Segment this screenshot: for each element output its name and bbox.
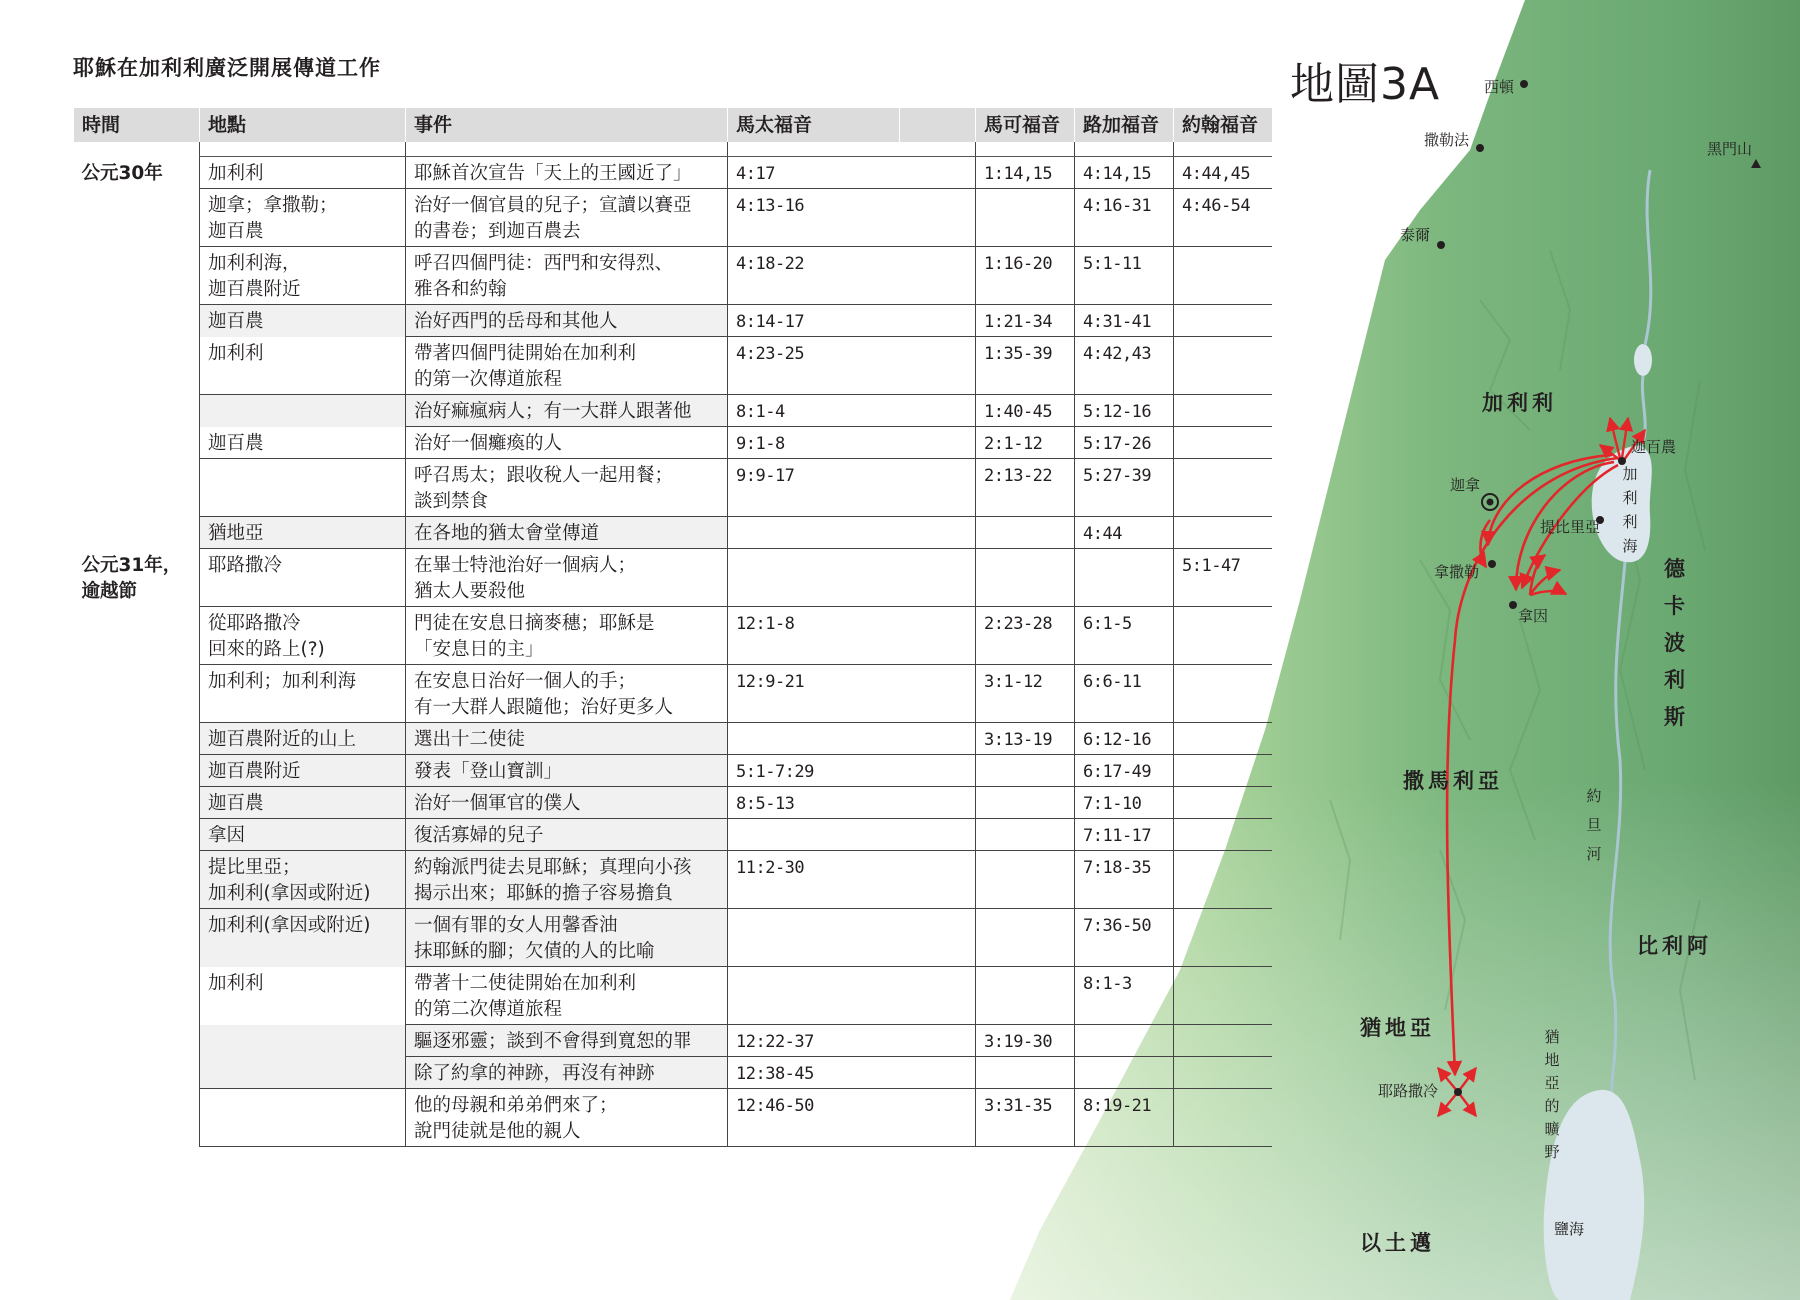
table-header xyxy=(74,108,1272,142)
cell-mark: 1:21-34 xyxy=(976,305,1075,337)
cell-john xyxy=(1174,909,1272,967)
cell-mark xyxy=(976,189,1075,247)
spacer-cell xyxy=(900,459,976,517)
cell-location: 猶地亞 xyxy=(200,517,406,549)
wilderness-of-judea-label: 猶地亞的曠野 xyxy=(1544,1028,1560,1161)
cell-date xyxy=(74,723,200,755)
cell-event: 復活寡婦的兒子 xyxy=(406,819,728,851)
table-row xyxy=(74,967,1272,1025)
spacer-cell xyxy=(900,247,976,305)
cell-event: 呼召四個門徒：西門和安得烈、 雅各和約翰 xyxy=(406,247,728,305)
cell-john xyxy=(1174,755,1272,787)
cell-matthew: 8:1-4 xyxy=(728,395,900,427)
cell-date xyxy=(74,819,200,851)
place-nain: 拿因 xyxy=(1518,607,1549,625)
place-tyre: 泰爾 xyxy=(1400,226,1431,244)
region-samaria: 撒馬利亞 xyxy=(1403,769,1503,793)
table-body xyxy=(74,142,1272,1147)
jordan-river-label: 約旦河 xyxy=(1586,787,1602,863)
cell-location xyxy=(200,1089,406,1147)
place-cana: 迦拿 xyxy=(1450,476,1481,494)
cell-john xyxy=(1174,665,1272,723)
cell-matthew xyxy=(728,549,900,607)
cell-event: 治好西門的岳母和其他人 xyxy=(406,305,728,337)
cell-luke: 5:27-39 xyxy=(1075,459,1174,517)
cell-mark: 1:40-45 xyxy=(976,395,1075,427)
spacer-cell xyxy=(900,337,976,395)
cell-date xyxy=(74,787,200,819)
cell-date xyxy=(74,909,200,967)
cell-mark xyxy=(976,755,1075,787)
cell-event: 約翰派門徒去見耶穌；真理向小孩 揭示出來；耶穌的擔子容易擔負 xyxy=(406,851,728,909)
place-sidon: 西頓 xyxy=(1484,78,1515,96)
table-row xyxy=(74,665,1272,723)
table-row xyxy=(74,1089,1272,1147)
cell-date: 公元30年 xyxy=(81,162,163,184)
cell-event: 治好痲瘋病人；有一大群人跟著他 xyxy=(406,395,728,427)
cell-matthew: 12:22-37 xyxy=(728,1025,900,1057)
cell-matthew: 8:5-13 xyxy=(728,787,900,819)
cell-location: 加利利海， 迦百農附近 xyxy=(200,247,406,305)
spacer-cell xyxy=(900,305,976,337)
cell-event: 發表「登山寶訓」 xyxy=(406,755,728,787)
table-row xyxy=(74,549,1272,607)
cell-mark: 2:1-12 xyxy=(976,427,1075,459)
cell-mark xyxy=(976,517,1075,549)
table-row xyxy=(74,787,1272,819)
table-row xyxy=(74,305,1272,337)
cell-matthew: 12:9-21 xyxy=(728,665,900,723)
table-row xyxy=(74,851,1272,909)
cell-luke: 6:6-11 xyxy=(1075,665,1174,723)
cell-mark: 3:1-12 xyxy=(976,665,1075,723)
cell-john xyxy=(1174,1025,1272,1057)
cell-date xyxy=(74,1057,200,1089)
cell-location: 迦拿；拿撒勒； 迦百農 xyxy=(200,189,406,247)
table-row xyxy=(74,459,1272,517)
cell-john xyxy=(1174,427,1272,459)
cell-luke: 6:17-49 xyxy=(1075,755,1174,787)
cell-mark: 2:23-28 xyxy=(976,607,1075,665)
cell-matthew: 12:46-50 xyxy=(728,1089,900,1147)
region-galilee: 加利利 xyxy=(1482,391,1557,415)
column-header-location: 地點 xyxy=(200,108,406,142)
cell-event: 帶著四個門徒開始在加利利 的第一次傳道旅程 xyxy=(406,337,728,395)
cell-mark xyxy=(976,787,1075,819)
cell-matthew: 12:38-45 xyxy=(728,1057,900,1089)
cell-matthew: 11:2-30 xyxy=(728,851,900,909)
page-title: 耶穌在加利利廣泛開展傳道工作 xyxy=(73,56,381,80)
cell-john xyxy=(1174,395,1272,427)
spacer-cell xyxy=(900,787,976,819)
cell-mark: 2:13-22 xyxy=(976,459,1075,517)
place-nazareth: 拿撒勒 xyxy=(1434,563,1480,581)
cell-date xyxy=(74,189,200,247)
cell-john xyxy=(1174,819,1272,851)
cell-location: 迦百農附近的山上 xyxy=(200,723,406,755)
cell-john: 4:44,45 xyxy=(1174,157,1272,189)
place-capernaum: 迦百農 xyxy=(1631,438,1677,456)
place-jerusalem: 耶路撒冷 xyxy=(1378,1082,1439,1100)
table-row xyxy=(74,819,1272,851)
cell-event: 呼召馬太；跟收稅人一起用餐； 談到禁食 xyxy=(406,459,728,517)
cell-luke xyxy=(1075,1057,1174,1089)
table-row xyxy=(74,723,1272,755)
cell-date xyxy=(74,755,200,787)
cell-luke xyxy=(1075,1025,1174,1057)
spacer-cell xyxy=(900,549,976,607)
table-row xyxy=(74,1025,1272,1057)
region-decapolis: 德卡波利斯 xyxy=(1664,557,1689,729)
salt-sea-label: 鹽海 xyxy=(1554,1220,1585,1238)
cell-mark xyxy=(976,819,1075,851)
cell-location xyxy=(200,395,406,427)
cell-luke: 5:17-26 xyxy=(1075,427,1174,459)
cell-matthew: 5:1-7:29 xyxy=(728,755,900,787)
place-zarephath: 撒勒法 xyxy=(1424,131,1470,149)
spacer-cell xyxy=(900,157,976,189)
cell-matthew: 9:1-8 xyxy=(728,427,900,459)
cell-luke: 4:42,43 xyxy=(1075,337,1174,395)
cell-mark xyxy=(976,851,1075,909)
cell-location: 拿因 xyxy=(200,819,406,851)
cell-date xyxy=(74,395,200,427)
cell-john xyxy=(1174,723,1272,755)
spacer-cell xyxy=(900,1089,976,1147)
cell-date xyxy=(74,967,200,1025)
cell-event: 在畢士特池治好一個病人； 猶太人要殺他 xyxy=(406,549,728,607)
cell-luke xyxy=(1075,549,1174,607)
cell-location: 從耶路撒冷 回來的路上(?) xyxy=(200,607,406,665)
table-row xyxy=(74,157,1272,189)
cell-matthew xyxy=(728,967,900,1025)
map-title: 地圖3A xyxy=(1290,59,1441,110)
place-mount-hermon: 黑門山 xyxy=(1707,140,1753,158)
cell-location: 迦百農 xyxy=(200,305,406,337)
cell-john xyxy=(1174,851,1272,909)
table-row xyxy=(74,1057,1272,1089)
cell-mark: 3:19-30 xyxy=(976,1025,1075,1057)
cell-john xyxy=(1174,305,1272,337)
column-header-event: 事件 xyxy=(406,108,728,142)
table-row xyxy=(74,909,1272,967)
cell-location xyxy=(200,1025,406,1057)
spacer-cell xyxy=(900,755,976,787)
cell-john xyxy=(1174,517,1272,549)
table-row xyxy=(74,189,1272,247)
cell-matthew xyxy=(728,723,900,755)
cell-location: 迦百農 xyxy=(200,787,406,819)
region-perea: 比利阿 xyxy=(1637,934,1712,958)
cell-matthew: 12:1-8 xyxy=(728,607,900,665)
spacer-cell xyxy=(900,909,976,967)
cell-john xyxy=(1174,459,1272,517)
cell-location xyxy=(200,459,406,517)
cell-matthew: 9:9-17 xyxy=(728,459,900,517)
cell-date xyxy=(74,1089,200,1147)
cell-event: 選出十二使徒 xyxy=(406,723,728,755)
cell-matthew: 8:14-17 xyxy=(728,305,900,337)
cell-location: 加利利(拿因或附近) xyxy=(200,909,406,967)
cell-mark xyxy=(976,909,1075,967)
table-row xyxy=(74,755,1272,787)
cell-luke: 5:1-11 xyxy=(1075,247,1174,305)
cell-date xyxy=(74,665,200,723)
cell-mark xyxy=(976,967,1075,1025)
column-header-time: 時間 xyxy=(74,108,200,142)
cell-mark: 3:13-19 xyxy=(976,723,1075,755)
cell-event: 治好一個官員的兒子；宣讀以賽亞 的書卷；到迦百農去 xyxy=(406,189,728,247)
cell-date: 公元31年， 逾越節 xyxy=(81,554,182,602)
cell-location: 提比里亞； 加利利(拿因或附近) xyxy=(200,851,406,909)
cell-matthew: 4:23-25 xyxy=(728,337,900,395)
spacer-cell xyxy=(900,517,976,549)
cell-date xyxy=(74,517,200,549)
cell-john xyxy=(1174,247,1272,305)
cell-john xyxy=(1174,607,1272,665)
cell-mark: 1:35-39 xyxy=(976,337,1075,395)
cell-luke: 6:1-5 xyxy=(1075,607,1174,665)
cell-matthew xyxy=(728,517,900,549)
cell-location xyxy=(200,1057,406,1089)
cell-date xyxy=(74,247,200,305)
sea-of-galilee-label: 加利利海 xyxy=(1622,465,1638,555)
table-row xyxy=(74,607,1272,665)
cell-luke: 5:12-16 xyxy=(1075,395,1174,427)
cell-matthew: 4:18-22 xyxy=(728,247,900,305)
cell-john: 4:46-54 xyxy=(1174,189,1272,247)
spacer-cell xyxy=(900,607,976,665)
cell-john xyxy=(1174,337,1272,395)
table-row xyxy=(74,247,1272,305)
cell-luke: 7:36-50 xyxy=(1075,909,1174,967)
cell-location: 加利利 xyxy=(200,157,406,189)
cell-location: 加利利 xyxy=(200,967,406,1025)
cell-location: 迦百農附近 xyxy=(200,755,406,787)
spacer-cell xyxy=(900,723,976,755)
cell-event: 耶穌首次宣告「天上的王國近了」 xyxy=(406,157,728,189)
cell-mark: 1:14,15 xyxy=(976,157,1075,189)
cell-event: 一個有罪的女人用馨香油 抹耶穌的腳；欠債的人的比喻 xyxy=(406,909,728,967)
column-header-mark: 馬可福音 xyxy=(976,108,1075,142)
cell-event: 他的母親和弟弟們來了； 說門徒就是他的親人 xyxy=(406,1089,728,1147)
spacer-cell xyxy=(900,665,976,723)
cell-luke: 4:14,15 xyxy=(1075,157,1174,189)
spacer-cell xyxy=(900,851,976,909)
cell-event: 帶著十二使徒開始在加利利 的第二次傳道旅程 xyxy=(406,967,728,1025)
region-idumea: 以土邁 xyxy=(1360,1231,1435,1255)
cell-event: 治好一個癱瘓的人 xyxy=(406,427,728,459)
cell-date xyxy=(74,337,200,395)
spacer-cell xyxy=(900,1025,976,1057)
column-header-matthew: 馬太福音 xyxy=(728,108,900,142)
cell-event: 門徒在安息日摘麥穗；耶穌是 「安息日的主」 xyxy=(406,607,728,665)
cell-location: 迦百農 xyxy=(200,427,406,459)
cell-luke: 8:19-21 xyxy=(1075,1089,1174,1147)
cell-luke: 7:18-35 xyxy=(1075,851,1174,909)
cell-matthew: 4:13-16 xyxy=(728,189,900,247)
cell-luke: 7:11-17 xyxy=(1075,819,1174,851)
cell-location: 加利利 xyxy=(200,337,406,395)
chronology-table xyxy=(73,108,1272,1147)
cell-date xyxy=(74,427,200,459)
column-header-spacer xyxy=(900,108,976,142)
cell-location: 耶路撒冷 xyxy=(200,549,406,607)
spacer-cell xyxy=(900,1057,976,1089)
cell-date xyxy=(74,305,200,337)
cell-date xyxy=(74,851,200,909)
cell-matthew xyxy=(728,909,900,967)
spacer-cell xyxy=(900,819,976,851)
cell-matthew xyxy=(728,819,900,851)
spacer-cell xyxy=(900,189,976,247)
cell-john: 5:1-47 xyxy=(1174,549,1272,607)
cell-luke: 4:31-41 xyxy=(1075,305,1174,337)
region-judea: 猶地亞 xyxy=(1360,1016,1435,1040)
cell-location: 加利利；加利利海 xyxy=(200,665,406,723)
cell-date xyxy=(74,607,200,665)
cell-event: 在各地的猶太會堂傳道 xyxy=(406,517,728,549)
cell-mark xyxy=(976,549,1075,607)
cell-luke: 8:1-3 xyxy=(1075,967,1174,1025)
cell-mark xyxy=(976,1057,1075,1089)
table-row xyxy=(74,337,1272,395)
cell-john xyxy=(1174,967,1272,1025)
column-header-john: 約翰福音 xyxy=(1174,108,1272,142)
cell-event: 治好一個軍官的僕人 xyxy=(406,787,728,819)
table-row xyxy=(74,427,1272,459)
cell-luke: 7:1-10 xyxy=(1075,787,1174,819)
spacer-cell xyxy=(900,395,976,427)
cell-date xyxy=(74,459,200,517)
cell-john xyxy=(1174,1057,1272,1089)
cell-mark: 1:16-20 xyxy=(976,247,1075,305)
cell-luke: 4:44 xyxy=(1075,517,1174,549)
cell-mark: 3:31-35 xyxy=(976,1089,1075,1147)
cell-john xyxy=(1174,1089,1272,1147)
column-header-luke: 路加福音 xyxy=(1075,108,1174,142)
table-row xyxy=(74,395,1272,427)
spacer-cell xyxy=(900,427,976,459)
cell-date xyxy=(74,1025,200,1057)
cell-event: 除了約拿的神跡，再沒有神跡 xyxy=(406,1057,728,1089)
table-row xyxy=(74,517,1272,549)
cell-luke: 4:16-31 xyxy=(1075,189,1174,247)
cell-luke: 6:12-16 xyxy=(1075,723,1174,755)
place-tiberias: 提比里亞 xyxy=(1540,518,1601,536)
cell-john xyxy=(1174,787,1272,819)
cell-event: 在安息日治好一個人的手； 有一大群人跟隨他；治好更多人 xyxy=(406,665,728,723)
cell-event: 驅逐邪靈；談到不會得到寬恕的罪 xyxy=(406,1025,728,1057)
spacer-cell xyxy=(900,967,976,1025)
cell-matthew: 4:17 xyxy=(728,157,900,189)
